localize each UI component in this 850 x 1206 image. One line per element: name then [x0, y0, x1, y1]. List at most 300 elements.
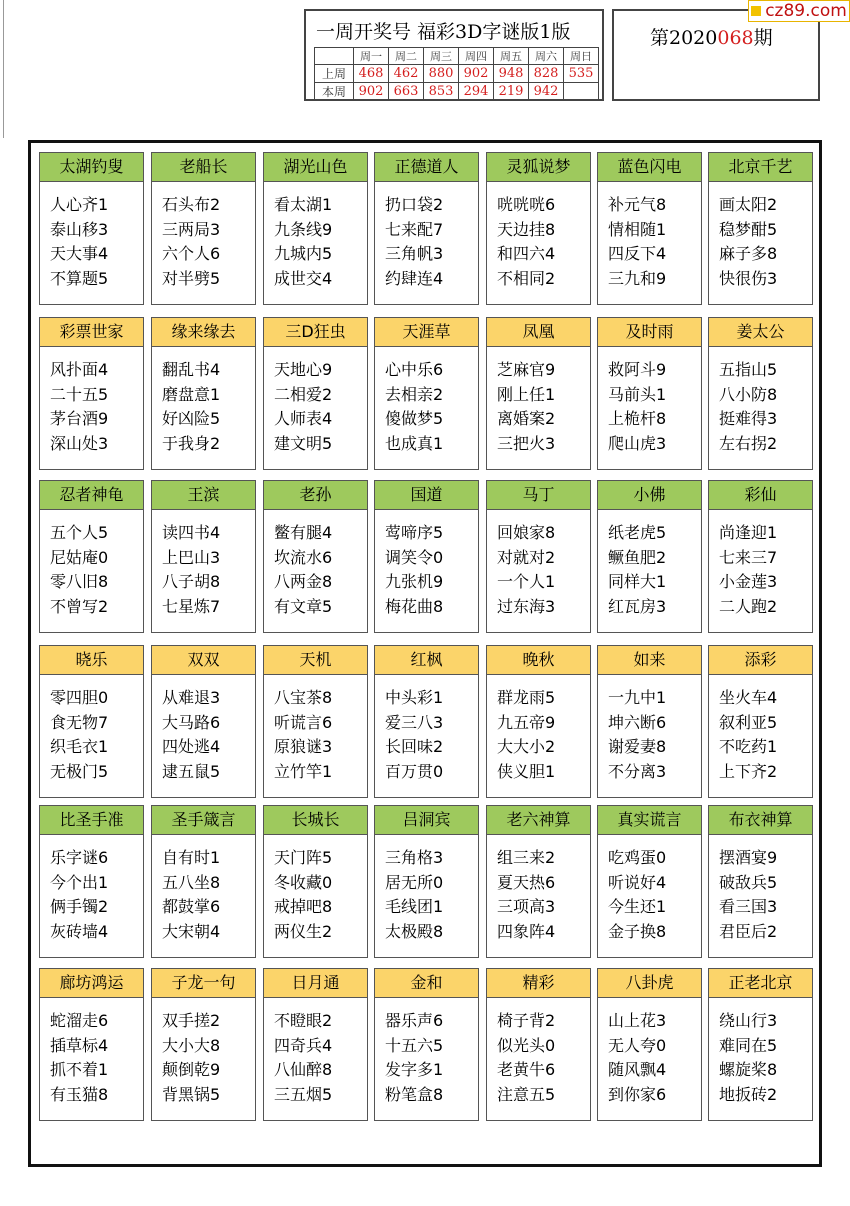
riddle-lines: [274, 846, 332, 944]
riddle-line: 似光头0: [497, 1035, 556, 1055]
riddle-line: 翻乱书4: [162, 360, 221, 379]
riddle-line: 三五烟5: [274, 1084, 333, 1104]
draw-results-box: [304, 9, 604, 101]
issue-label: [650, 23, 773, 50]
riddle-line: 有玉猫8: [50, 1084, 109, 1104]
riddle-lines: [497, 846, 555, 944]
riddle-line: 君臣后2: [719, 921, 778, 941]
day-header: 周四: [459, 48, 494, 65]
riddle-line: 八两金8: [274, 572, 333, 591]
riddle-line: 天边挂8: [497, 219, 556, 239]
riddle-line: 中头彩1: [385, 688, 444, 707]
riddle-lines: [385, 846, 443, 944]
riddle-card: [39, 805, 144, 958]
author-name: 马丁: [487, 481, 590, 510]
riddle-line: 四处逃4: [162, 737, 221, 756]
riddle-card: [708, 805, 813, 958]
riddle-card: [374, 480, 479, 633]
riddle-line: 风扑面4: [50, 360, 109, 379]
riddle-line: 画太阳2: [719, 195, 778, 214]
riddle-line: 不吃药1: [719, 737, 778, 756]
author-name: 精彩: [487, 969, 590, 998]
riddle-line: 石头布2: [162, 195, 221, 214]
riddle-lines: [608, 521, 666, 619]
riddle-card: [151, 317, 256, 470]
riddle-line: 组三来2: [497, 848, 556, 867]
riddle-line: 爬山虎3: [608, 433, 667, 453]
riddle-line: 群龙雨5: [497, 688, 556, 707]
author-name: 廊坊鸿运: [40, 969, 143, 998]
author-name: 姜太公: [709, 318, 812, 347]
riddle-lines: [719, 846, 777, 944]
riddle-line: 八小防8: [719, 384, 778, 404]
riddle-line: 大小大8: [162, 1035, 221, 1055]
riddle-lines: [608, 686, 666, 784]
author-name: 晓乐: [40, 646, 143, 675]
riddle-line: 立竹竿1: [274, 761, 333, 781]
riddle-line: 离婚案2: [497, 409, 556, 428]
author-name: 晚秋: [487, 646, 590, 675]
author-name: 正老北京: [709, 969, 812, 998]
riddle-line: 人师表4: [274, 409, 333, 428]
riddle-line: 补元气8: [608, 195, 667, 214]
riddle-line: 七来三7: [719, 547, 778, 567]
riddle-line: 约肆连4: [385, 268, 444, 288]
riddle-line: 三项高3: [497, 897, 556, 916]
day-header: 周一: [354, 48, 389, 65]
riddle-card: [39, 317, 144, 470]
riddle-line: 坤六断6: [608, 712, 667, 732]
riddle-line: 大大小2: [497, 737, 556, 756]
riddle-line: 今生还1: [608, 897, 667, 916]
riddle-lines: [162, 358, 220, 456]
riddle-card: [708, 645, 813, 798]
draw-number: 853: [424, 83, 459, 101]
table-header-row: [315, 48, 599, 65]
author-name: 如来: [598, 646, 701, 675]
riddle-card: [486, 317, 591, 470]
riddle-line: 马前头1: [608, 384, 667, 404]
riddle-lines: [385, 521, 443, 619]
riddle-line: 六个人6: [162, 244, 221, 263]
author-name: 忍者神龟: [40, 481, 143, 510]
riddle-line: 原狼谜3: [274, 737, 333, 756]
author-name: 王滨: [152, 481, 255, 510]
riddle-line: 今个出1: [50, 872, 109, 892]
riddle-lines: [274, 686, 332, 784]
issue-suffix: 期: [753, 27, 773, 49]
riddle-line: 同样大1: [608, 572, 667, 591]
riddle-line: 九条线9: [274, 219, 333, 239]
riddle-line: 九城内5: [274, 244, 333, 263]
riddle-lines: [608, 846, 666, 944]
author-name: 八卦虎: [598, 969, 701, 998]
author-name: 长城长: [264, 806, 367, 835]
riddle-line: 看三国3: [719, 897, 778, 916]
riddle-line: 二人跑2: [719, 596, 778, 616]
riddle-line: 夏天热6: [497, 872, 556, 892]
riddle-line: 调笑令0: [385, 547, 444, 567]
riddle-line: 到你家6: [608, 1084, 667, 1104]
draw-number: 828: [529, 65, 564, 83]
riddle-line: 坎流水6: [274, 547, 333, 567]
row-label: 本周: [315, 83, 354, 101]
riddle-line: 人心齐1: [50, 195, 109, 214]
riddle-line: 食无物7: [50, 712, 109, 732]
author-name: 蓝色闪电: [598, 153, 701, 182]
riddle-line: 好凶险5: [162, 409, 221, 428]
riddle-line: 成世交4: [274, 268, 333, 288]
riddle-line: 也成真1: [385, 433, 444, 453]
riddle-lines: [50, 686, 108, 784]
author-name: 圣手箴言: [152, 806, 255, 835]
riddle-line: 蛇溜走6: [50, 1011, 109, 1030]
riddle-card: [374, 152, 479, 305]
author-name: 日月通: [264, 969, 367, 998]
riddle-line: 螺旋桨8: [719, 1060, 778, 1079]
author-name: 子龙一句: [152, 969, 255, 998]
draw-number: 880: [424, 65, 459, 83]
riddle-line: 挺难得3: [719, 409, 778, 428]
issue-prefix: 第2020: [650, 27, 718, 49]
riddle-lines: [50, 1009, 108, 1107]
author-name: 金和: [375, 969, 478, 998]
riddle-card: [151, 968, 256, 1121]
riddle-line: 茅台酒9: [50, 409, 109, 428]
draw-number: 219: [494, 83, 529, 101]
author-name: 小佛: [598, 481, 701, 510]
riddle-line: 颠倒乾9: [162, 1060, 221, 1079]
riddle-line: 纸老虎5: [608, 523, 667, 542]
riddle-line: 侠义胆1: [497, 761, 556, 781]
riddle-line: 上桅杆8: [608, 409, 667, 428]
riddle-line: 不瞪眼2: [274, 1011, 333, 1030]
riddle-lines: [50, 846, 108, 944]
page-title: 一周开奖号 福彩3D字谜版1版: [316, 21, 571, 43]
author-name: 正德道人: [375, 153, 478, 182]
riddle-lines: [50, 521, 108, 619]
draw-number: 462: [389, 65, 424, 83]
riddle-line: 建文明5: [274, 433, 333, 453]
riddle-line: 天门阵5: [274, 848, 333, 867]
riddle-card: [597, 317, 702, 470]
riddle-card: [374, 317, 479, 470]
riddle-line: 稳梦酣5: [719, 219, 778, 239]
riddle-line: 鳖有腿4: [274, 523, 333, 542]
riddle-line: 扔口袋2: [385, 195, 444, 214]
riddle-line: 金子换8: [608, 921, 667, 941]
author-name: 北京千艺: [709, 153, 812, 182]
riddle-lines: [719, 358, 777, 456]
riddle-lines: [719, 686, 777, 784]
author-name: 天机: [264, 646, 367, 675]
author-name: 真实谎言: [598, 806, 701, 835]
riddle-line: 一九中1: [608, 688, 667, 707]
draw-number: 663: [389, 83, 424, 101]
riddle-line: 梅花曲8: [385, 596, 444, 616]
riddle-line: 山上花3: [608, 1011, 667, 1030]
author-name: 湖光山色: [264, 153, 367, 182]
riddle-line: 九张机9: [385, 572, 444, 591]
riddle-line: 上下齐2: [719, 761, 778, 781]
riddle-line: 百万贯0: [385, 761, 444, 781]
riddle-line: 难同在5: [719, 1035, 778, 1055]
riddle-line: 刚上任1: [497, 384, 556, 404]
table-row-last-week: [315, 65, 599, 83]
riddle-card: [597, 480, 702, 633]
draw-number: 468: [354, 65, 389, 83]
riddle-line: 左右拐2: [719, 433, 778, 453]
riddle-card: [151, 645, 256, 798]
left-edge-line: [0, 0, 4, 138]
riddle-line: 零四胆0: [50, 688, 109, 707]
author-name: 彩票世家: [40, 318, 143, 347]
riddle-line: 二相爱2: [274, 384, 333, 404]
riddle-line: 不相同2: [497, 268, 556, 288]
riddle-line: 三把火3: [497, 433, 556, 453]
riddle-line: 小金莲3: [719, 572, 778, 591]
riddle-line: 冬收藏0: [274, 872, 333, 892]
riddle-line: 尚逢迎1: [719, 523, 778, 542]
riddle-line: 吃鸡蛋0: [608, 848, 667, 867]
day-header: 周三: [424, 48, 459, 65]
riddle-lines: [385, 1009, 443, 1107]
author-name: 彩仙: [709, 481, 812, 510]
row-label: 上周: [315, 65, 354, 83]
day-header: 周二: [389, 48, 424, 65]
riddle-line: 从难退3: [162, 688, 221, 707]
riddle-card: [374, 968, 479, 1121]
riddle-card: [374, 645, 479, 798]
riddle-line: 五八坐8: [162, 872, 221, 892]
riddle-line: 注意五5: [497, 1084, 556, 1104]
riddle-lines: [719, 193, 777, 291]
issue-box: [612, 9, 820, 101]
riddle-card: [39, 645, 144, 798]
draw-number: 535: [564, 65, 599, 83]
riddle-line: 自有时1: [162, 848, 221, 867]
riddle-line: 逮五鼠5: [162, 761, 221, 781]
riddle-line: 尼姑庵0: [50, 547, 109, 567]
riddle-line: 戒掉吧8: [274, 897, 333, 916]
riddle-line: 心中乐6: [385, 360, 444, 379]
riddle-lines: [497, 521, 555, 619]
riddle-lines: [274, 193, 332, 291]
riddle-lines: [497, 358, 555, 456]
riddle-lines: [50, 358, 108, 456]
riddle-card: [486, 645, 591, 798]
riddle-line: 有文章5: [274, 596, 333, 616]
riddle-lines: [274, 521, 332, 619]
riddle-line: 五指山5: [719, 360, 778, 379]
table-corner: [315, 48, 354, 65]
riddle-line: 发字多1: [385, 1060, 444, 1079]
riddle-card: [597, 805, 702, 958]
riddle-card: [263, 805, 368, 958]
author-name: 老孙: [264, 481, 367, 510]
riddle-lines: [608, 193, 666, 291]
riddle-line: 咣咣咣6: [497, 195, 556, 214]
riddle-lines: [162, 686, 220, 784]
riddle-card: [486, 968, 591, 1121]
riddle-line: 灰砖墙4: [50, 921, 109, 941]
riddle-lines: [162, 1009, 220, 1107]
author-name: 国道: [375, 481, 478, 510]
author-name: 比圣手准: [40, 806, 143, 835]
riddle-lines: [162, 521, 220, 619]
draw-number: 948: [494, 65, 529, 83]
riddle-line: 无人夸0: [608, 1035, 667, 1055]
day-header: 周日: [564, 48, 599, 65]
author-name: 老六神算: [487, 806, 590, 835]
riddle-line: 情相随1: [608, 219, 667, 239]
riddle-card: [708, 968, 813, 1121]
riddle-line: 八宝茶8: [274, 688, 333, 707]
day-header: 周五: [494, 48, 529, 65]
author-name: 凤凰: [487, 318, 590, 347]
author-name: 缘来缘去: [152, 318, 255, 347]
riddle-card: [263, 968, 368, 1121]
riddle-line: 二十五5: [50, 384, 109, 404]
riddle-line: 傻做梦5: [385, 409, 444, 428]
riddle-line: 过东海3: [497, 596, 556, 616]
riddle-line: 看太湖1: [274, 195, 333, 214]
riddle-line: 太极殿8: [385, 921, 444, 941]
riddle-line: 磨盘意1: [162, 384, 221, 404]
riddle-line: 摆酒宴9: [719, 848, 778, 867]
riddle-line: 老黄牛6: [497, 1060, 556, 1079]
riddle-line: 上巴山3: [162, 547, 221, 567]
riddle-line: 四象阵4: [497, 921, 556, 941]
riddle-line: 随风飘4: [608, 1060, 667, 1079]
author-name: 灵狐说梦: [487, 153, 590, 182]
riddle-card: [263, 317, 368, 470]
riddle-line: 两仪生2: [274, 921, 333, 941]
author-name: 布衣神算: [709, 806, 812, 835]
riddle-lines: [162, 846, 220, 944]
riddle-line: 天大事4: [50, 244, 109, 263]
author-name: 红枫: [375, 646, 478, 675]
riddle-card: [708, 152, 813, 305]
author-name: 双双: [152, 646, 255, 675]
riddle-line: 四反下4: [608, 244, 667, 263]
riddle-line: 麻子多8: [719, 244, 778, 263]
riddle-lines: [274, 1009, 332, 1107]
site-watermark[interactable]: [748, 0, 850, 22]
riddle-line: 听说好4: [608, 872, 667, 892]
riddle-line: 地扳砖2: [719, 1084, 778, 1104]
riddle-lines: [497, 1009, 555, 1107]
riddle-card: [263, 480, 368, 633]
riddle-line: 四奇兵4: [274, 1035, 333, 1055]
riddle-line: 救阿斗9: [608, 360, 667, 379]
riddle-line: 莺啼序5: [385, 523, 444, 542]
riddle-line: 椅子背2: [497, 1011, 556, 1030]
riddle-line: 去相亲2: [385, 384, 444, 404]
riddle-line: 十五六5: [385, 1035, 444, 1055]
logo-square-icon: [751, 6, 761, 16]
riddle-line: 三九和9: [608, 268, 667, 288]
riddle-line: 居无所0: [385, 872, 444, 892]
riddle-line: 大宋朝4: [162, 921, 221, 941]
riddle-card: [486, 152, 591, 305]
riddle-card: [597, 968, 702, 1121]
riddle-card: [151, 480, 256, 633]
author-name: 吕洞宾: [375, 806, 478, 835]
riddle-line: 于我身2: [162, 433, 221, 453]
riddle-line: 织毛衣1: [50, 737, 109, 756]
draw-number: 902: [459, 65, 494, 83]
riddle-line: 七星炼7: [162, 596, 221, 616]
riddle-line: 坐火车4: [719, 688, 778, 707]
riddle-line: 俩手镯2: [50, 897, 109, 916]
riddle-card: [151, 805, 256, 958]
riddle-line: 五个人5: [50, 523, 109, 542]
riddle-line: 双手搓2: [162, 1011, 221, 1030]
riddle-card: [39, 968, 144, 1121]
riddle-lines: [385, 358, 443, 456]
riddle-line: 三两局3: [162, 219, 221, 239]
riddle-line: 泰山移3: [50, 219, 109, 239]
riddle-line: 快很伤3: [719, 268, 778, 288]
riddle-line: 九五帝9: [497, 712, 556, 732]
riddle-line: 对半劈5: [162, 268, 221, 288]
riddle-line: 对就对2: [497, 547, 556, 567]
riddle-line: 三角帆3: [385, 244, 444, 263]
riddle-line: 器乐声6: [385, 1011, 444, 1030]
riddle-line: 插草标4: [50, 1035, 109, 1055]
riddle-card: [39, 152, 144, 305]
riddle-line: 破敌兵5: [719, 872, 778, 892]
riddle-card: [151, 152, 256, 305]
riddle-line: 不算题5: [50, 268, 109, 288]
riddle-card: [486, 805, 591, 958]
weekly-draw-table: [314, 47, 599, 101]
riddle-lines: [162, 193, 220, 291]
riddle-card: [708, 480, 813, 633]
riddle-line: 无极门5: [50, 761, 109, 781]
draw-number: 902: [354, 83, 389, 101]
riddle-line: 爱三八3: [385, 712, 444, 732]
author-name: 天涯草: [375, 318, 478, 347]
riddle-lines: [385, 193, 443, 291]
riddle-card: [263, 152, 368, 305]
draw-number: 942: [529, 83, 564, 101]
riddle-card: [374, 805, 479, 958]
riddle-line: 八仙醉8: [274, 1060, 333, 1079]
issue-number: 068: [717, 27, 754, 49]
riddle-line: 乐字谜6: [50, 848, 109, 867]
author-name: 添彩: [709, 646, 812, 675]
riddle-line: 红瓦房3: [608, 596, 667, 616]
riddle-lines: [719, 521, 777, 619]
riddle-line: 鳜鱼肥2: [608, 547, 667, 567]
riddle-lines: [50, 193, 108, 291]
watermark-text: cz89.com: [765, 1, 847, 21]
riddle-lines: [497, 193, 555, 291]
table-row-this-week: [315, 83, 599, 101]
riddle-line: 和四六4: [497, 244, 556, 263]
riddle-line: 不分离3: [608, 761, 667, 781]
riddle-card: [486, 480, 591, 633]
riddle-line: 读四书4: [162, 523, 221, 542]
draw-number: 294: [459, 83, 494, 101]
author-name: 及时雨: [598, 318, 701, 347]
riddle-line: 八子胡8: [162, 572, 221, 591]
riddle-card: [708, 317, 813, 470]
riddle-card: [597, 152, 702, 305]
riddle-card: [39, 480, 144, 633]
